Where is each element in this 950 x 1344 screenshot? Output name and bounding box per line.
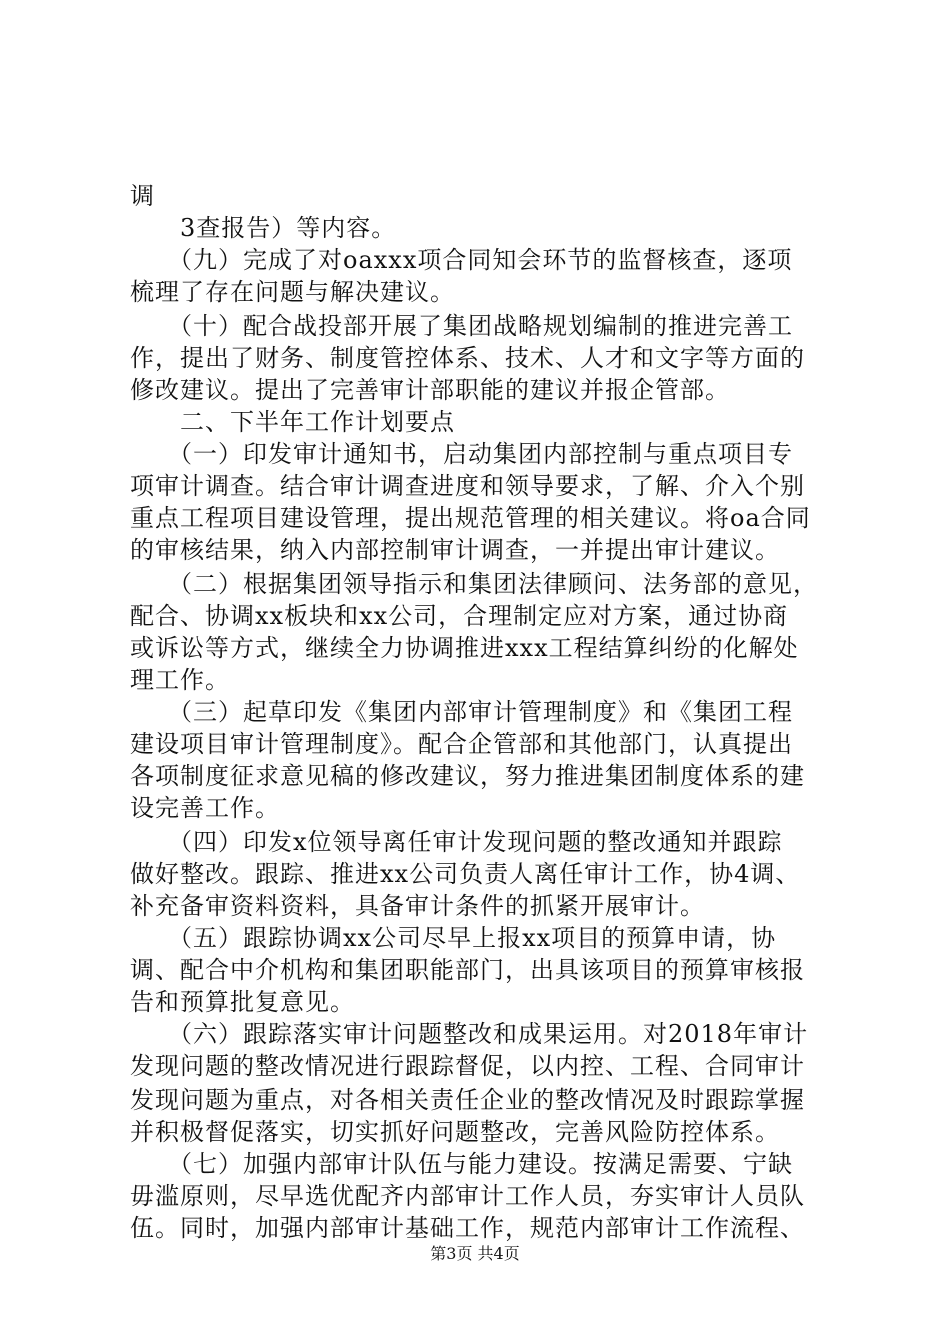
text-line: （三）起草印发《集团内部审计管理制度》和《集团工程 — [130, 698, 793, 726]
text-line: 发现问题为重点，对各相关责任企业的整改情况及时跟踪掌握 — [130, 1086, 805, 1114]
text-line: 理工作。 — [130, 666, 230, 694]
text-line: 3查报告）等内容。 — [130, 214, 397, 242]
text-line: （十）配合战投部开展了集团战略规划编制的推进完善工 — [130, 312, 793, 340]
text-line: （四）印发x位领导离任审计发现问题的整改通知并跟踪 — [130, 828, 783, 856]
text-line: 项审计调查。结合审计调查进度和领导要求，了解、介入个别 — [130, 472, 805, 500]
text-line: 调 — [130, 182, 155, 210]
page-footer: 第3页 共4页 — [430, 1244, 520, 1263]
text-line: 发现问题的整改情况进行跟踪督促，以内控、工程、合同审计 — [130, 1052, 805, 1080]
text-line: 补充备审资料资料，具备审计条件的抓紧开展审计。 — [130, 892, 705, 920]
text-line: （五）跟踪协调xx公司尽早上报xx项目的预算申请，协 — [130, 924, 777, 952]
text-line: （七）加强内部审计队伍与能力建设。按满足需要、宁缺 — [130, 1150, 793, 1178]
text-line: 作，提出了财务、制度管控体系、技术、人才和文字等方面的 — [130, 344, 805, 372]
text-line: 建设项目审计管理制度》。配合企管部和其他部门，认真提出 — [130, 730, 793, 758]
section-heading: 二、下半年工作计划要点 — [130, 408, 455, 436]
text-line: 伍。同时，加强内部审计基础工作，规范内部审计工作流程、 — [130, 1214, 805, 1242]
text-line: 各项制度征求意见稿的修改建议，努力推进集团制度体系的建 — [130, 762, 805, 790]
text-line: （六）跟踪落实审计问题整改和成果运用。对2018年审计 — [130, 1020, 809, 1048]
text-line: （一）印发审计通知书，启动集团内部控制与重点项目专 — [130, 440, 793, 468]
text-line: 配合、协调xx板块和xx公司，合理制定应对方案，通过协商 — [130, 602, 789, 630]
text-line: （九）完成了对oaxxx项合同知会环节的监督核查，逐项 — [130, 246, 793, 274]
text-line: 修改建议。提出了完善审计部职能的建议并报企管部。 — [130, 376, 730, 404]
text-line: 的审核结果，纳入内部控制审计调查，一并提出审计建议。 — [130, 536, 780, 564]
text-line: （二）根据集团领导指示和集团法律顾问、法务部的意见， — [130, 570, 818, 598]
text-line: 调、配合中介机构和集团职能部门，出具该项目的预算审核报 — [130, 956, 805, 984]
text-line: 重点工程项目建设管理，提出规范管理的相关建议。将oa合同 — [130, 504, 811, 532]
text-line: 或诉讼等方式，继续全力协调推进xxx工程结算纠纷的化解处 — [130, 634, 799, 662]
text-line: 并积极督促落实，切实抓好问题整改，完善风险防控体系。 — [130, 1118, 780, 1146]
text-line: 毋滥原则，尽早选优配齐内部审计工作人员，夯实审计人员队 — [130, 1182, 805, 1210]
text-line: 告和预算批复意见。 — [130, 988, 355, 1016]
text-line: 梳理了存在问题与解决建议。 — [130, 278, 455, 306]
text-line: 做好整改。跟踪、推进xx公司负责人离任审计工作，协4调、 — [130, 860, 801, 888]
text-line: 设完善工作。 — [130, 794, 280, 822]
